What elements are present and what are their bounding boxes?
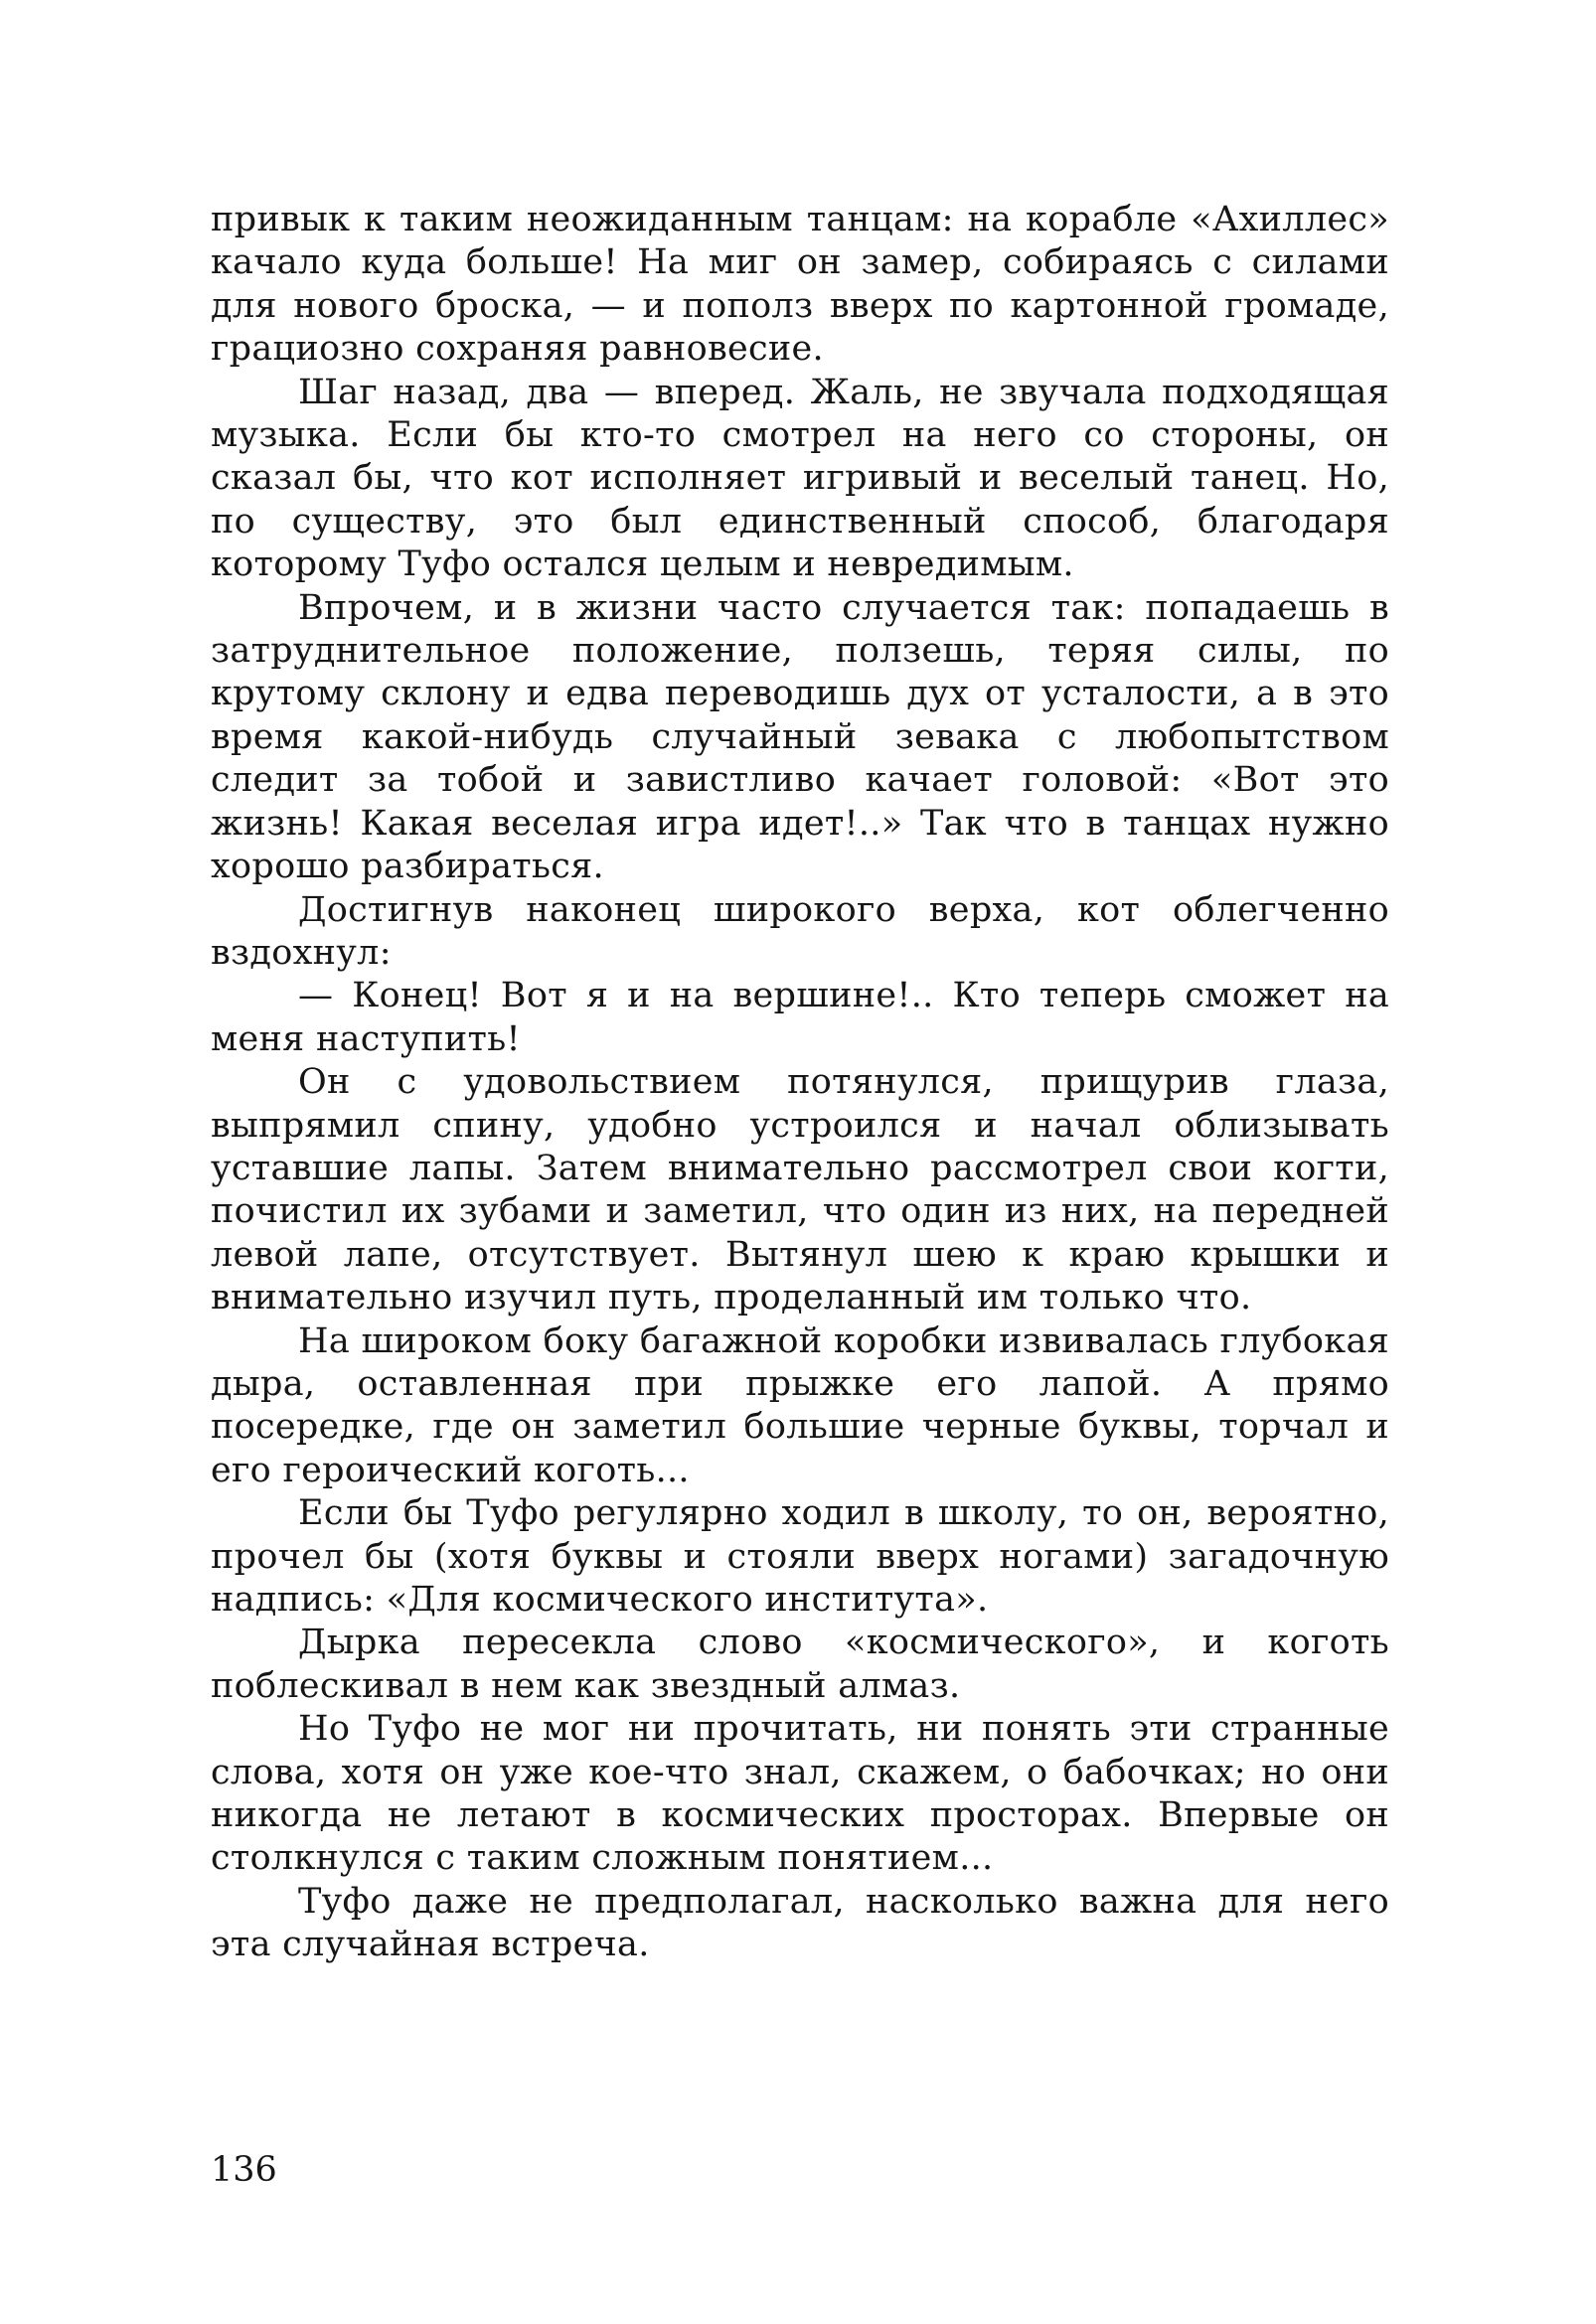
- paragraph-11: Туфо даже не предполагал, насколько важна для него эта случайная встреча.: [211, 1881, 1389, 1965]
- paragraph-3: Впрочем, и в жизни часто случается так: попадаешь в затруднительное положение, ползешь, теряя силы, по крутому склону и едва переводишь дух от усталости, а в это время какой-нибудь случайный зевака с любопытством следит за тобой и завистливо качает головой: «Вот это жизнь! Какая веселая игра идет!..» Так что в танцах нужно хорошо разбираться.: [211, 587, 1389, 887]
- paragraph-7: На широком боку багажной коробки извивалась глубокая дыра, оставленная при прыжке его лапой. А прямо посередке, где он заметил большие черные буквы, торчал и его героический коготь...: [211, 1320, 1389, 1490]
- paragraph-2: Шаг назад, два — вперед. Жаль, не звучала подходящая музыка. Если бы кто-то смотрел на него со стороны, он сказал бы, что кот исполняет игривый и веселый танец. Но, по существу, это был единственный способ, благодаря которому Туфо остался целым и невредимым.: [211, 372, 1389, 585]
- body-text: [211, 199, 1389, 1967]
- page-number: 136: [211, 2150, 277, 2190]
- paragraph-10: Но Туфо не мог ни прочитать, ни понять эти странные слова, хотя он уже кое-что знал, скажем, о бабочках; но они никогда не летают в космических просторах. Впервые он столкнулся с таким сложным понятием...: [211, 1709, 1389, 1879]
- paragraph-5: — Конец! Вот я и на вершине!.. Кто теперь сможет на меня наступить!: [211, 976, 1389, 1059]
- paragraph-4: Достигнув наконец широкого верха, кот облегченно вздохнул:: [211, 889, 1389, 973]
- paragraph-1: привык к таким неожиданным танцам: на корабле «Ахиллес» качало куда больше! На миг он замер, собираясь с силами для нового броска, — и пополз вверх по картонной громаде, грациозно сохраняя равновесие.: [211, 200, 1389, 370]
- paragraph-8: Если бы Туфо регулярно ходил в школу, то он, вероятно, прочел бы (хотя буквы и стояли вверх ногами) загадочную надпись: «Для космического института».: [211, 1493, 1389, 1620]
- paragraph-9: Дырка пересекла слово «космического», и коготь поблескивал в нем как звездный алмаз.: [211, 1623, 1389, 1706]
- paragraph-6: Он с удовольствием потянулся, прищурив глаза, выпрямил спину, удобно устроился и начал облизывать уставшие лапы. Затем внимательно рассмотрел свои когти, почистил их зубами и заметил, что один из них, на передней левой лапе, отсутствует. Вытянул шею к краю крышки и внимательно изучил путь, проделанный им только что.: [211, 1062, 1389, 1318]
